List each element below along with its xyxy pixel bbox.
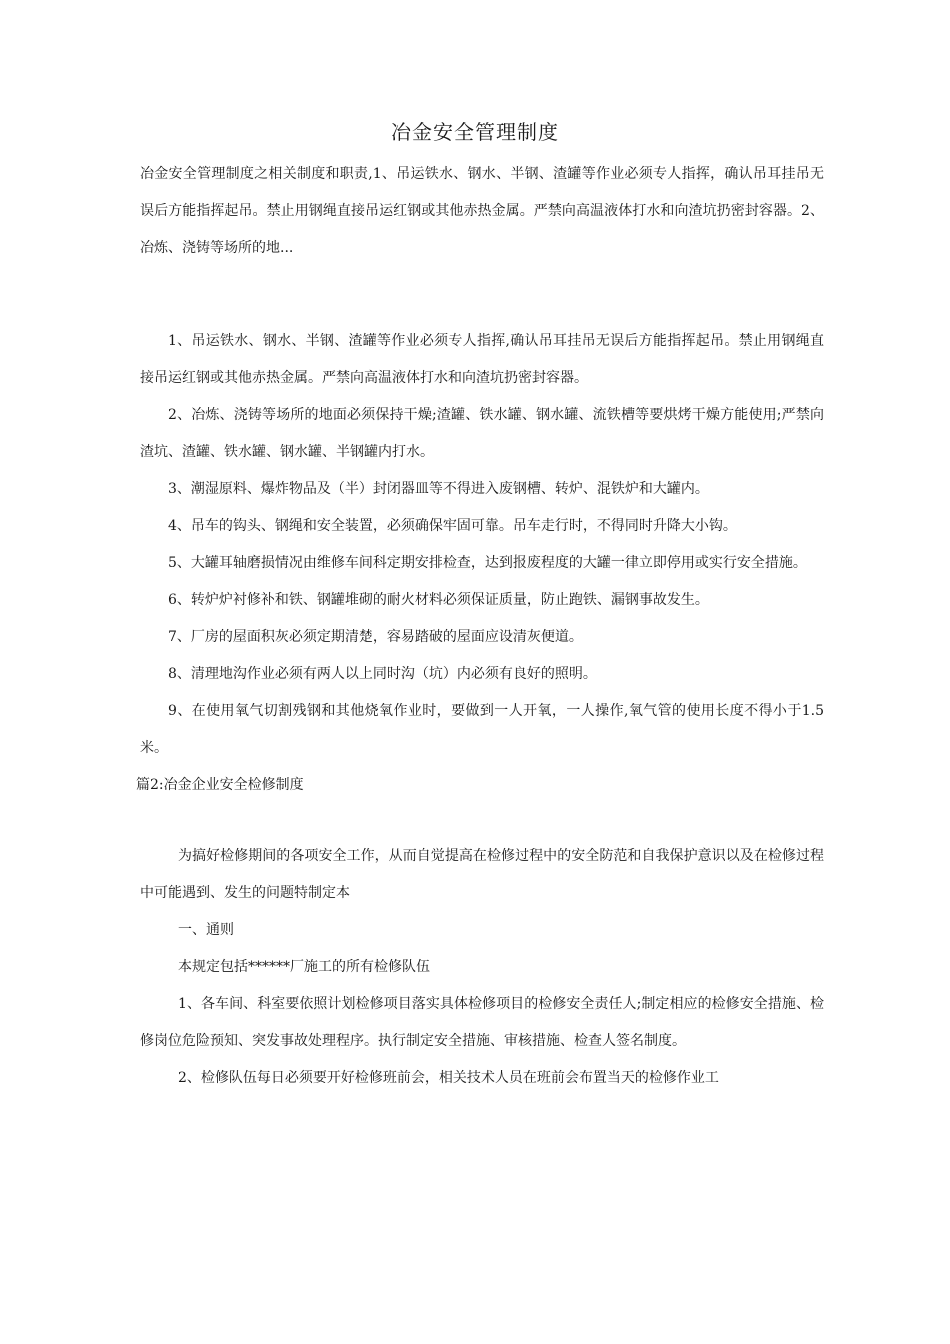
scope-paragraph: 本规定包括******厂施工的所有检修队伍 — [178, 959, 430, 975]
rule-item-3: 3、潮湿原料、爆炸物品及（半）封闭器皿等不得进入废钢槽、转炉、混铁炉和大罐内。 — [168, 481, 709, 497]
intro-paragraph: 为搞好检修期间的各项安全工作，从而自觉提高在检修过程中的安全防范和自我保护意识以及在检修过程中可能遇到、发生的问题特制定本 — [140, 848, 824, 901]
spacer — [140, 267, 824, 323]
rule-item-7: 7、厂房的屋面积灰必须定期清楚，容易踏破的屋面应设清灰便道。 — [168, 629, 583, 645]
rule-item-9: 9、在使用氧气切割残钢和其他烧氧作业时，要做到一人开氧，一人操作,氧气管的使用长度不得小于1.5米。 — [140, 703, 824, 756]
rule-item-4: 4、吊车的钩头、钢绳和安全装置，必须确保牢固可靠。吊车走行时，不得同时升降大小钩。 — [168, 518, 737, 534]
rule-item-2: 2、冶炼、浇铸等场所的地面必须保持干燥;渣罐、铁水罐、钢水罐、流铁槽等要烘烤干燥方能使用;严禁向渣坑、渣罐、铁水罐、钢水罐、半钢罐内打水。 — [140, 407, 824, 460]
rule-item-5: 5、大罐耳轴磨损情况由维修车间科定期安排检查，达到报废程度的大罐一律立即停用或实行安全措施。 — [168, 555, 807, 571]
maintenance-rule-2: 2、检修队伍每日必须要开好检修班前会，相关技术人员在班前会布置当天的检修作业工 — [178, 1070, 719, 1086]
rule-item-6: 6、转炉炉衬修补和铁、钢罐堆砌的耐火材料必须保证质量，防止跑铁、漏钢事故发生。 — [168, 592, 709, 608]
summary-paragraph: 冶金安全管理制度之相关制度和职责,1、吊运铁水、钢水、半钢、渣罐等作业必须专人指挥，确认吊耳挂吊无误后方能指挥起吊。禁止用钢绳直接吊运红钢或其他赤热金属。严禁向高温液体打水和向渣坑扔密封容器。2、冶炼、浇铸等场所的地... — [140, 166, 824, 256]
section-heading: 一、通则 — [178, 922, 234, 938]
spacer — [140, 804, 824, 832]
rule-item-1: 1、吊运铁水、钢水、半钢、渣罐等作业必须专人指挥,确认吊耳挂吊无误后方能指挥起吊。禁止用钢绳直接吊运红钢或其他赤热金属。严禁向高温液体打水和向渣坑扔密封容器。 — [140, 333, 824, 386]
chapter-title: 篇2:冶金企业安全检修制度 — [136, 777, 304, 793]
rule-item-8: 8、清理地沟作业必须有两人以上同时沟（坑）内必须有良好的照明。 — [168, 666, 597, 682]
document-body — [136, 156, 824, 1097]
document-title: 冶金安全管理制度 — [391, 120, 559, 144]
maintenance-rule-1: 1、各车间、科室要依照计划检修项目落实具体检修项目的检修安全责任人;制定相应的检修安全措施、检修岗位危险预知、突发事故处理程序。执行制定安全措施、审核措施、检查人签名制度。 — [140, 996, 824, 1049]
